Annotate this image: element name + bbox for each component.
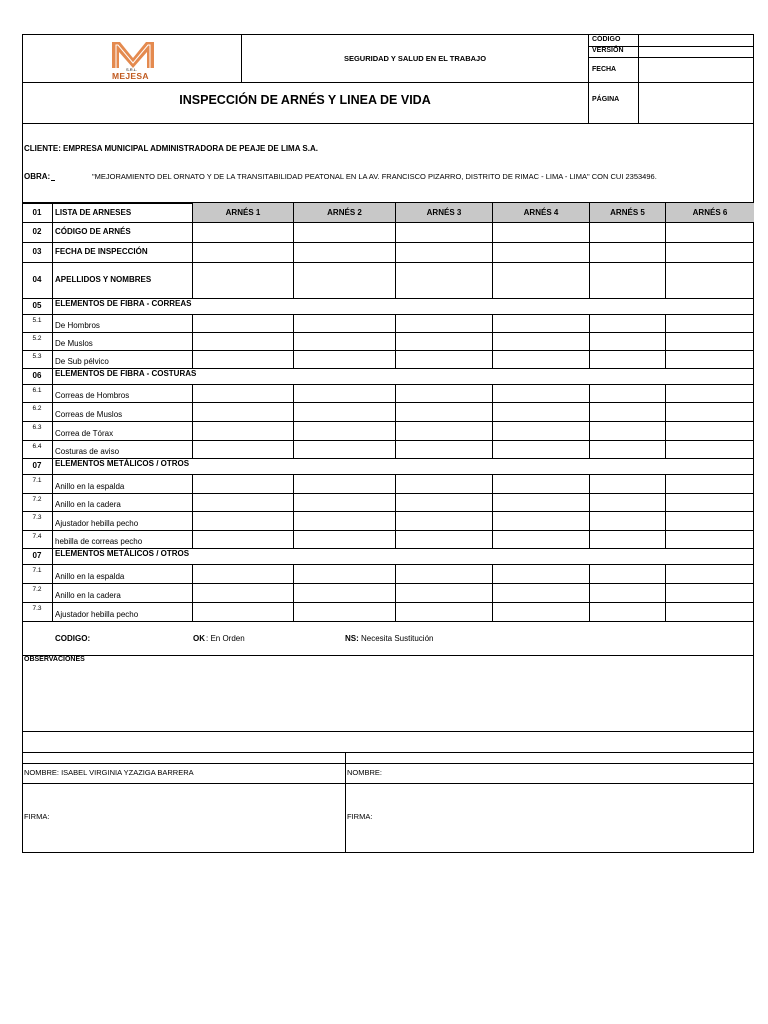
inspection-cell[interactable] xyxy=(493,263,589,298)
row-number: 07 xyxy=(32,551,42,560)
inspection-cell[interactable] xyxy=(493,531,589,548)
row-label: ELEMENTOS METÁLICOS / OTROS xyxy=(55,459,190,468)
legend-ns-value: Necesita Sustitución xyxy=(361,634,434,643)
inspection-cell[interactable] xyxy=(396,385,492,402)
col-divider xyxy=(52,421,53,440)
inspection-cell[interactable] xyxy=(590,422,665,440)
row-number: 5.3 xyxy=(32,353,42,360)
inspection-cell[interactable] xyxy=(294,603,395,621)
inspection-cell[interactable] xyxy=(396,243,492,262)
inspection-cell[interactable] xyxy=(193,351,293,368)
inspection-cell[interactable] xyxy=(294,403,395,421)
col-divider xyxy=(52,583,53,602)
inspection-cell[interactable] xyxy=(493,494,589,511)
inspection-cell[interactable] xyxy=(590,223,665,242)
inspection-cell[interactable] xyxy=(396,512,492,530)
inspection-cell[interactable] xyxy=(396,441,492,458)
inspection-cell[interactable] xyxy=(396,584,492,602)
col-divider xyxy=(293,203,294,222)
version-label: VERSIÓN xyxy=(592,47,624,54)
inspection-cell[interactable] xyxy=(396,403,492,421)
inspection-cell[interactable] xyxy=(493,603,589,621)
inspection-cell[interactable] xyxy=(396,494,492,511)
doc-title: INSPECCIÓN DE ARNÉS Y LINEA DE VIDA xyxy=(179,93,431,107)
col-divider xyxy=(52,298,53,314)
legend-ok-key: OK xyxy=(193,634,205,643)
inspection-cell[interactable] xyxy=(493,565,589,583)
inspection-cell[interactable] xyxy=(590,263,665,298)
inspection-cell[interactable] xyxy=(294,351,395,368)
column-header: ARNÉS 1 xyxy=(193,203,293,222)
signature-divider xyxy=(22,783,754,784)
inspection-cell[interactable] xyxy=(193,494,293,511)
col-divider xyxy=(52,511,53,530)
inspection-cell[interactable] xyxy=(294,385,395,402)
codigo-label: CÓDIGO xyxy=(592,36,621,43)
row-label: Anillo en la espalda xyxy=(55,572,125,581)
signature-divider xyxy=(345,752,346,853)
col-divider xyxy=(52,222,53,242)
signature-divider xyxy=(22,763,754,764)
row-number: 6.2 xyxy=(32,405,42,412)
inspection-cell[interactable] xyxy=(294,333,395,350)
inspection-cell[interactable] xyxy=(590,243,665,262)
inspection-cell[interactable] xyxy=(193,565,293,583)
inspection-cell[interactable] xyxy=(193,403,293,421)
inspection-cell[interactable] xyxy=(666,351,754,368)
inspection-cell[interactable] xyxy=(493,315,589,332)
row-number: 04 xyxy=(32,275,42,284)
inspection-cell[interactable] xyxy=(493,422,589,440)
inspection-cell[interactable] xyxy=(666,494,754,511)
obra-label: OBRA: xyxy=(24,172,51,181)
inspection-cell[interactable] xyxy=(294,531,395,548)
row-label: Correas de Hombros xyxy=(55,391,130,400)
inspection-cell[interactable] xyxy=(493,584,589,602)
inspection-cell[interactable] xyxy=(590,512,665,530)
inspection-cell[interactable] xyxy=(666,422,754,440)
row-number: 5.2 xyxy=(32,335,42,342)
row-number: 6.3 xyxy=(32,424,42,431)
col-divider xyxy=(52,402,53,421)
col-divider xyxy=(52,368,53,384)
inspection-cell[interactable] xyxy=(193,512,293,530)
inspection-cell[interactable] xyxy=(493,243,589,262)
cliente-value: EMPRESA MUNICIPAL ADMINISTRADORA DE PEAJE DE LIMA S.A. xyxy=(63,144,318,153)
inspection-cell[interactable] xyxy=(396,351,492,368)
logo-small: S.R.L. xyxy=(126,67,138,72)
inspection-cell[interactable] xyxy=(193,584,293,602)
system-title: SEGURIDAD Y SALUD EN EL TRABAJO xyxy=(343,54,487,63)
col-divider xyxy=(192,203,193,222)
pagina-label: PÁGINA xyxy=(592,96,620,103)
inspection-cell[interactable] xyxy=(666,403,754,421)
row-label: hebilla de correas pecho xyxy=(55,537,143,546)
inspection-cell[interactable] xyxy=(590,315,665,332)
inspection-cell[interactable] xyxy=(294,584,395,602)
inspection-cell[interactable] xyxy=(666,565,754,583)
column-header: ARNÉS 4 xyxy=(493,203,589,222)
firma-2: FIRMA: xyxy=(347,812,373,821)
col-divider xyxy=(52,203,53,222)
inspection-cell[interactable] xyxy=(193,315,293,332)
inspection-cell[interactable] xyxy=(666,441,754,458)
col-divider xyxy=(52,384,53,402)
column-header: ARNÉS 5 xyxy=(590,203,665,222)
nombre-1: NOMBRE: ISABEL VIRGINIA YZAZIGA BARRERA xyxy=(24,768,194,777)
inspection-cell[interactable] xyxy=(396,333,492,350)
inspection-cell[interactable] xyxy=(493,403,589,421)
inspection-cell[interactable] xyxy=(493,441,589,458)
inspection-cell[interactable] xyxy=(193,531,293,548)
col-divider xyxy=(52,262,53,298)
inspection-cell[interactable] xyxy=(193,385,293,402)
row-number: 05 xyxy=(32,301,42,310)
row-label: ELEMENTOS DE FIBRA - COSTURAS xyxy=(55,369,197,378)
row-label: Anillo en la espalda xyxy=(55,482,125,491)
inspection-cell[interactable] xyxy=(493,475,589,493)
inspection-cell[interactable] xyxy=(396,315,492,332)
row-number: 01 xyxy=(32,207,42,217)
observaciones-label: OBSERVACIONES xyxy=(24,656,85,663)
inspection-cell[interactable] xyxy=(590,385,665,402)
logo-text: MEJESA xyxy=(112,71,149,81)
col-divider xyxy=(52,602,53,621)
col-divider xyxy=(52,474,53,493)
row-number: 7.3 xyxy=(32,605,42,612)
row-label: CÓDIGO DE ARNÉS xyxy=(55,227,131,236)
inspection-cell[interactable] xyxy=(493,512,589,530)
row-label: De Sub pélvico xyxy=(55,357,109,366)
inspection-cell[interactable] xyxy=(294,422,395,440)
col-divider xyxy=(589,203,590,222)
inspection-cell[interactable] xyxy=(590,531,665,548)
row-label: APELLIDOS Y NOMBRES xyxy=(55,275,152,284)
legend-ok-value: : En Orden xyxy=(206,634,245,643)
header-divider xyxy=(638,34,639,124)
inspection-cell[interactable] xyxy=(590,333,665,350)
inspection-cell[interactable] xyxy=(666,531,754,548)
inspection-cell[interactable] xyxy=(396,422,492,440)
col-divider xyxy=(52,548,53,564)
cliente-label: CLIENTE: xyxy=(24,144,61,153)
inspection-cell[interactable] xyxy=(396,263,492,298)
col-divider xyxy=(492,203,493,222)
inspection-cell[interactable] xyxy=(193,422,293,440)
obra-underline xyxy=(51,180,55,181)
inspection-cell[interactable] xyxy=(396,531,492,548)
row-number: 7.4 xyxy=(32,533,42,540)
row-label: Ajustador hebilla pecho xyxy=(55,610,139,619)
col-divider xyxy=(52,350,53,368)
fecha-label: FECHA xyxy=(592,66,617,73)
inspection-cell[interactable] xyxy=(294,223,395,242)
inspection-cell[interactable] xyxy=(666,584,754,602)
inspection-cell[interactable] xyxy=(294,263,395,298)
row-number: 7.2 xyxy=(32,496,42,503)
inspection-cell[interactable] xyxy=(396,603,492,621)
inspection-cell[interactable] xyxy=(396,565,492,583)
company-logo xyxy=(106,38,160,82)
inspection-cell[interactable] xyxy=(590,603,665,621)
header-divider xyxy=(588,57,754,58)
row-label: ELEMENTOS METÁLICOS / OTROS xyxy=(55,549,190,558)
inspection-cell[interactable] xyxy=(396,475,492,493)
inspection-cell[interactable] xyxy=(590,565,665,583)
row-label: Ajustador hebilla pecho xyxy=(55,519,139,528)
row-label: Anillo en la cadera xyxy=(55,500,121,509)
col-divider xyxy=(52,242,53,262)
row-label: Correas de Muslos xyxy=(55,410,123,419)
firma-1: FIRMA: xyxy=(24,812,50,821)
inspection-cell[interactable] xyxy=(193,603,293,621)
inspection-cell[interactable] xyxy=(493,223,589,242)
inspection-cell[interactable] xyxy=(193,441,293,458)
col-divider xyxy=(52,458,53,474)
legend-codigo: CODIGO: xyxy=(55,634,91,643)
row-label: LISTA DE ARNESES xyxy=(55,207,132,217)
logo-m-icon xyxy=(106,38,160,70)
inspection-cell[interactable] xyxy=(590,584,665,602)
inspection-cell[interactable] xyxy=(590,441,665,458)
row-number: 6.4 xyxy=(32,443,42,450)
col-divider xyxy=(52,314,53,332)
inspection-cell[interactable] xyxy=(294,475,395,493)
inspection-cell[interactable] xyxy=(666,333,754,350)
col-divider xyxy=(52,564,53,583)
row-number: 7.2 xyxy=(32,586,42,593)
info-box xyxy=(22,123,754,203)
inspection-cell[interactable] xyxy=(294,243,395,262)
inspection-cell[interactable] xyxy=(666,603,754,621)
obra-value: "MEJORAMIENTO DEL ORNATO Y DE LA TRANSITABILIDAD PEATONAL EN LA AV. FRANCISCO PIZARRO, DISTRITO DE RIMAC - LIMA - LIMA" CON CUI 2353496. xyxy=(92,172,657,181)
inspection-cell[interactable] xyxy=(590,475,665,493)
row-number: 5.1 xyxy=(32,317,42,324)
inspection-cell[interactable] xyxy=(666,243,754,262)
column-header: ARNÉS 3 xyxy=(396,203,492,222)
inspection-cell[interactable] xyxy=(666,223,754,242)
inspection-cell[interactable] xyxy=(294,441,395,458)
row-label: Correa de Tórax xyxy=(55,429,114,438)
inspection-cell[interactable] xyxy=(193,475,293,493)
inspection-cell[interactable] xyxy=(666,263,754,298)
spacer-row xyxy=(22,731,754,753)
inspection-cell[interactable] xyxy=(193,243,293,262)
row-number: 06 xyxy=(32,371,42,380)
inspection-cell[interactable] xyxy=(493,333,589,350)
row-label: Costuras de aviso xyxy=(55,447,120,456)
inspection-cell[interactable] xyxy=(666,315,754,332)
row-number: 03 xyxy=(32,247,42,256)
row-number: 07 xyxy=(32,461,42,470)
row-number: 7.1 xyxy=(32,567,42,574)
inspection-cell[interactable] xyxy=(590,351,665,368)
row-number: 6.1 xyxy=(32,387,42,394)
row-number: 7.1 xyxy=(32,477,42,484)
row-label: De Muslos xyxy=(55,339,93,348)
inspection-cell[interactable] xyxy=(294,315,395,332)
row-label: Anillo en la cadera xyxy=(55,591,121,600)
nombre-2: NOMBRE: xyxy=(347,768,383,777)
inspection-cell[interactable] xyxy=(666,385,754,402)
inspection-cell[interactable] xyxy=(666,512,754,530)
header-divider xyxy=(588,34,589,124)
row-number: 02 xyxy=(32,227,42,236)
inspection-cell[interactable] xyxy=(193,223,293,242)
inspection-cell[interactable] xyxy=(193,333,293,350)
inspection-cell[interactable] xyxy=(493,385,589,402)
row-label: FECHA DE INSPECCIÓN xyxy=(55,247,148,256)
col-divider xyxy=(52,530,53,548)
col-divider xyxy=(52,332,53,350)
inspection-cell[interactable] xyxy=(590,494,665,511)
inspection-cell[interactable] xyxy=(493,351,589,368)
legend-ns-key: NS: xyxy=(345,634,359,643)
col-divider xyxy=(665,203,666,222)
observaciones-box xyxy=(22,655,754,732)
row-number: 7.3 xyxy=(32,514,42,521)
row-label: De Hombros xyxy=(55,321,100,330)
column-header: ARNÉS 6 xyxy=(666,203,754,222)
inspection-cell[interactable] xyxy=(294,494,395,511)
col-divider xyxy=(52,440,53,458)
inspection-cell[interactable] xyxy=(193,263,293,298)
inspection-cell[interactable] xyxy=(590,403,665,421)
row-label: ELEMENTOS DE FIBRA - CORREAS xyxy=(55,299,192,308)
column-header: ARNÉS 2 xyxy=(294,203,395,222)
inspection-cell[interactable] xyxy=(294,565,395,583)
inspection-cell[interactable] xyxy=(666,475,754,493)
col-divider xyxy=(52,493,53,511)
inspection-cell[interactable] xyxy=(294,512,395,530)
col-divider xyxy=(395,203,396,222)
header-divider xyxy=(22,82,754,83)
inspection-cell[interactable] xyxy=(396,223,492,242)
